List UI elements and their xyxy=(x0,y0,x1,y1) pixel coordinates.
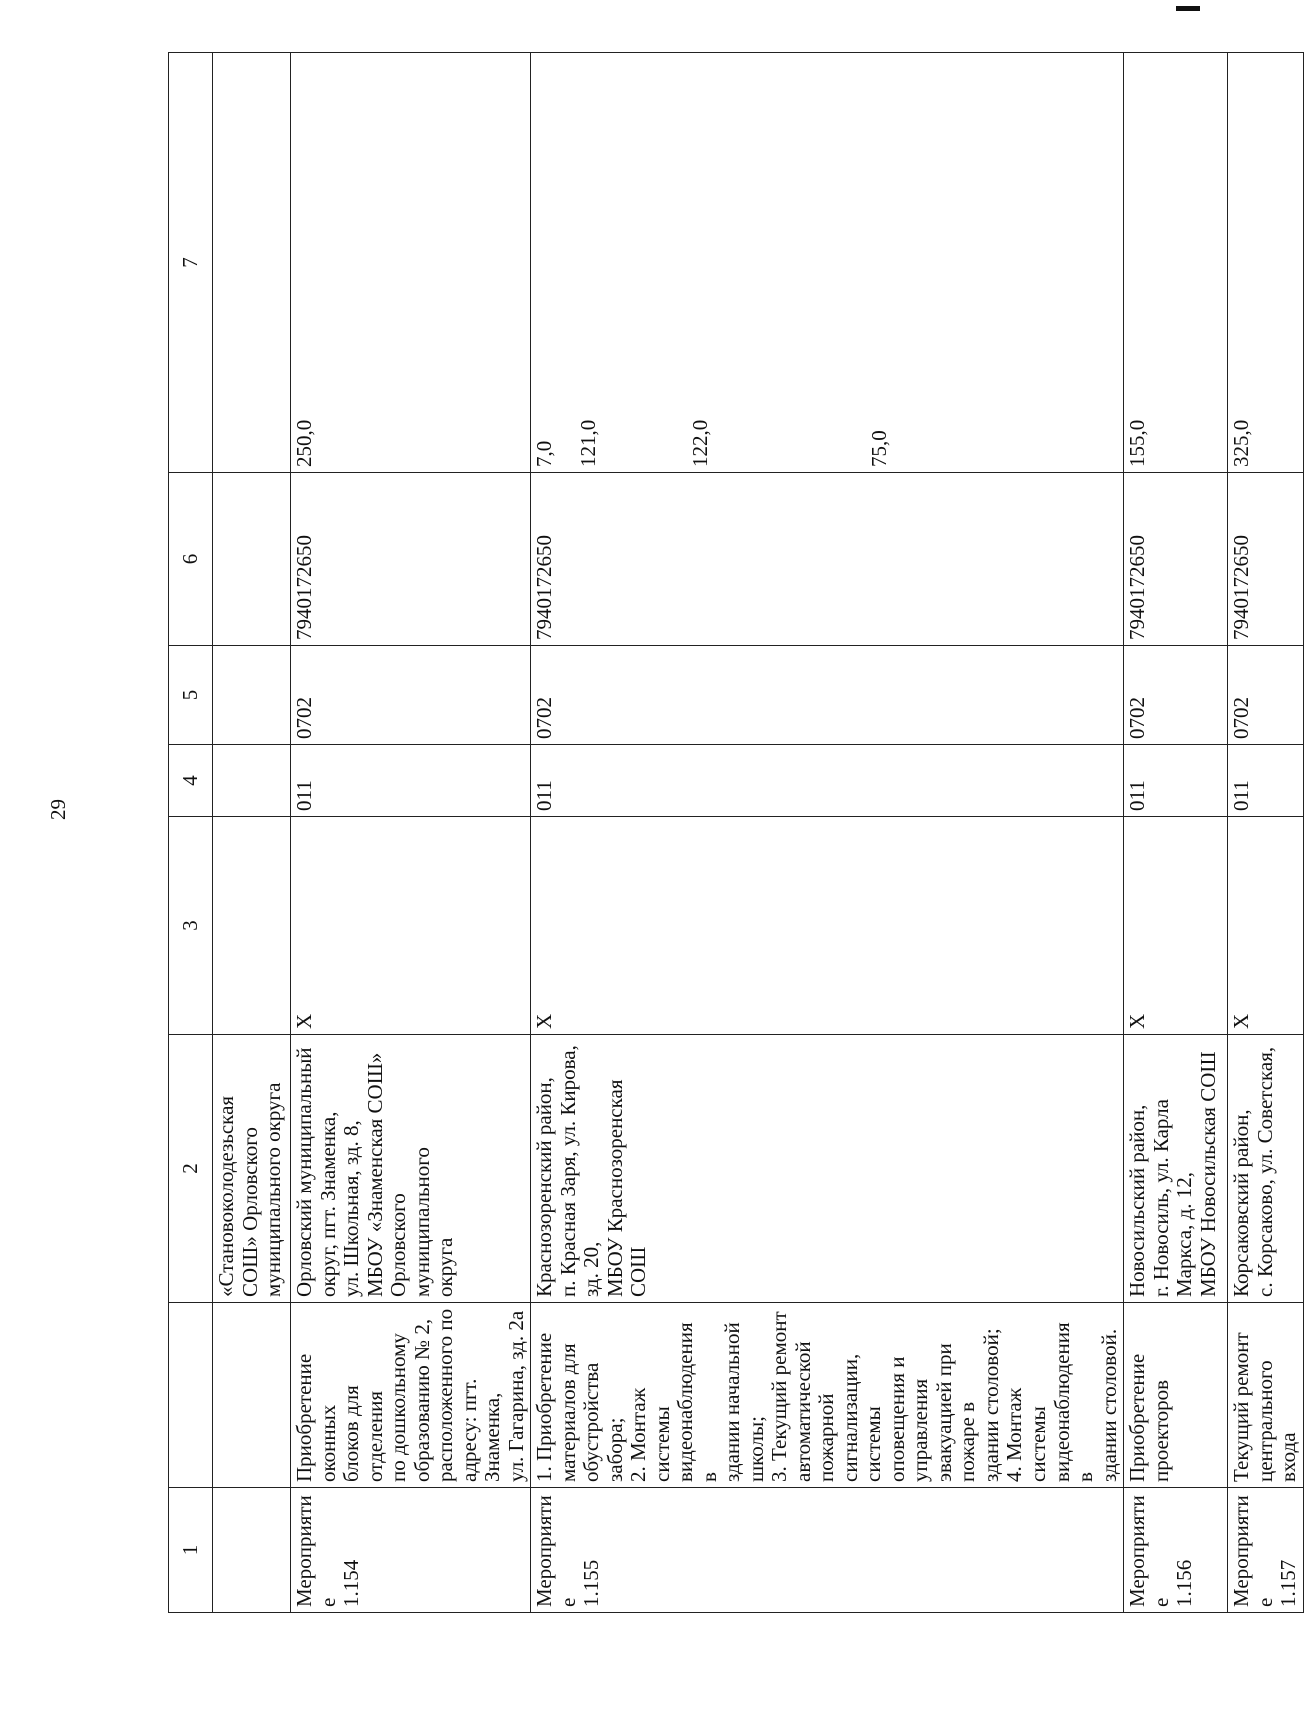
cell-col5: 0702 xyxy=(1228,646,1304,745)
header-row xyxy=(169,53,213,1613)
cell-col3: Х xyxy=(531,817,1124,1035)
object-cell: Орловский муниципальный округ, пгт. Знаменка, ул. Школьная, зд. 8, МБОУ «Знаменская СОШ» Орловского муниципального округа xyxy=(291,1035,531,1303)
table-row xyxy=(1124,53,1228,1613)
header-cell-1: 1 xyxy=(169,1488,213,1613)
amount-3: 122,0 xyxy=(688,419,713,467)
cell-col6: 7940172650 xyxy=(1228,473,1304,646)
cont-cell-6 xyxy=(213,473,291,646)
cell-col4: 011 xyxy=(1124,745,1228,817)
cell-col7-multi xyxy=(531,53,1124,473)
object-cell: Новосильский район, г. Новосиль, ул. Карла Маркса, д. 12, МБОУ Новосильская СОШ xyxy=(1124,1035,1228,1303)
cell-col5: 0702 xyxy=(1124,646,1228,745)
edge-mark xyxy=(1176,6,1200,11)
cell-col5: 0702 xyxy=(291,646,531,745)
amount-2: 121,0 xyxy=(576,419,601,467)
header-cell-4: 4 xyxy=(169,745,213,817)
table-row xyxy=(1228,53,1304,1613)
page-number: 29 xyxy=(46,799,70,820)
table-row xyxy=(291,53,531,1613)
cell-col4: 011 xyxy=(1228,745,1304,817)
cont-cell-1 xyxy=(213,1488,291,1613)
cont-cell-3 xyxy=(213,817,291,1035)
cell-col7: 325,0 xyxy=(1228,53,1304,473)
work-cell: Текущий ремонт центрального входа xyxy=(1228,1303,1304,1488)
cell-col5: 0702 xyxy=(531,646,1124,745)
work-cell: Приобретение проекторов xyxy=(1124,1303,1228,1488)
cont-cell-5 xyxy=(213,646,291,745)
header-cell-2: 2 xyxy=(169,1035,213,1303)
cell-col6: 7940172650 xyxy=(531,473,1124,646)
cell-col3: Х xyxy=(291,817,531,1035)
cell-col3: Х xyxy=(1228,817,1304,1035)
cell-col7: 155,0 xyxy=(1124,53,1228,473)
cont-cell-7 xyxy=(213,53,291,473)
table-row xyxy=(531,53,1124,1613)
events-table xyxy=(168,52,1304,1613)
work-cell: Приобретение оконных блоков для отделения по дошкольному образованию № 2, расположенного по адресу: пгт. Знаменка, ул. Гагарина, зд. 2а xyxy=(291,1303,531,1488)
cont-cell-4 xyxy=(213,745,291,817)
amount-4: 75,0 xyxy=(867,430,892,467)
header-cell-6: 6 xyxy=(169,473,213,646)
event-cell: Мероприятие 1.154 xyxy=(291,1488,531,1613)
cont-cell-work xyxy=(213,1303,291,1488)
work-cell: 1. Приобретение материалов для обустройства забора; 2. Монтаж системы видеонаблюдения в здании начальной школы; 3. Текущий ремонт автоматической пожарной сигнализации, системы оповещения и управления эвакуацией при пожаре в здании столовой; 4. Монтаж системы видеонаблюдения в здании столовой. xyxy=(531,1303,1124,1488)
object-cell: Краснозоренский район, п. Красная Заря, ул. Кирова, зд. 20, МБОУ Краснозоренская СОШ xyxy=(531,1035,1124,1303)
header-cell-7: 7 xyxy=(169,53,213,473)
cell-col6: 7940172650 xyxy=(291,473,531,646)
header-cell-5: 5 xyxy=(169,646,213,745)
cell-col6: 7940172650 xyxy=(1124,473,1228,646)
object-cell: Корсаковский район, с. Корсаково, ул. Советская, xyxy=(1228,1035,1304,1303)
rotated-table-container xyxy=(168,53,1301,1613)
event-cell: Мероприятие 1.155 xyxy=(531,1488,1124,1613)
header-cell-3: 3 xyxy=(169,817,213,1035)
cell-col7: 250,0 xyxy=(291,53,531,473)
cont-cell-object: «Становоколодезьская СОШ» Орловского муниципального округа xyxy=(213,1035,291,1303)
cell-col3: Х xyxy=(1124,817,1228,1035)
event-cell: Мероприятие 1.156 xyxy=(1124,1488,1228,1613)
cell-col4: 011 xyxy=(291,745,531,817)
event-cell: Мероприятие 1.157 xyxy=(1228,1488,1304,1613)
header-cell-1-sub xyxy=(169,1303,213,1488)
cell-col4: 011 xyxy=(531,745,1124,817)
amount-1: 7,0 xyxy=(532,440,557,467)
continuation-row xyxy=(213,53,291,1613)
